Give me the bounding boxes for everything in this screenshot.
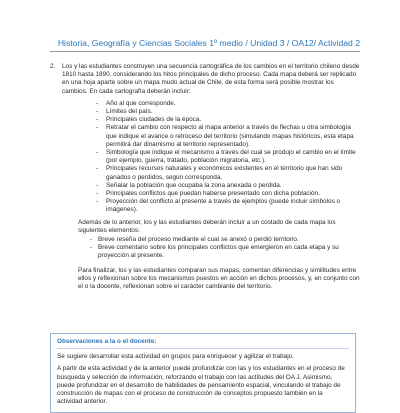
list-item: - Año al que corresponde. — [96, 100, 360, 108]
activity-item — [50, 63, 360, 291]
list-item: - Breve comentario sobre los principales conflictos que emergieron en cada etapa y su proyección al presente. — [90, 244, 360, 260]
list-item: - Breve reseña del proceso mediante el cual se anexó o perdió territorio. — [90, 236, 360, 244]
activity-body — [62, 63, 360, 291]
list-item: - Retratar el cambio con respecto al mapa anterior a través de flechas u otra simbología que indique el avance o retroceso del territorio (simulando mapas históricos, esta etapa permitirá dar dinamismo al territorio representado). — [96, 124, 360, 149]
list-item: - Proyección del conflicto al presente a través de ejemplos (puede incluir símbolos o imágenes). — [96, 198, 360, 214]
side-elements-list — [62, 236, 360, 261]
list-item: - Simbología que indique el mecanismo a través del cual se produjo el cambio en el límite (por ejemplo, guerra, tratado, población migratoria, etc.). — [96, 149, 360, 165]
activity-mid: Además de lo anterior, los y las estudiantes deberán incluir a un costado de cada mapa los siguientes elementos: — [78, 218, 336, 234]
list-item: - Principales ciudades de la época. — [96, 116, 360, 124]
observations-paragraph: A partir de esta actividad y de la anterior puede profundizar con las y los estudiantes en el proceso de búsqueda y selección de información, reforzando el trabajo con las actitudes del OA J. Asimismo, puede profundizar en el desarrollo de habilidades de pensamiento espacial, vinculando el trabajo de construcción de mapas con el proceso de construcción de conceptos propuesto también en la actividad anterior. — [57, 365, 345, 406]
list-item: - Principales recursos naturales y económicos existentes en el territorio que han sido ganados o perdidos, según corresponda. — [96, 165, 360, 181]
observations-paragraph: Se sugiere desarrollar esta actividad en grupos para enriquecer y agilizar el trabajo. — [57, 353, 294, 361]
observations-title: Observaciones a la o el docente: — [57, 338, 349, 349]
activity-content — [50, 63, 360, 291]
page-header — [50, 38, 360, 52]
activity-number: 2. — [50, 63, 56, 70]
activity-intro: Los y las estudiantes construyen una secuencia cartográfica de los cambios en el territorio chileno desde 1810 hasta 1890, considerando los hitos principales de dicho proceso. Cada mapa deberá ser replicado en una hoja aparte sobre un mapa mudo actual de Chile, de esta forma será posible mostrar los cambios. En cada cartografía deberán incluir: — [62, 63, 360, 95]
teacher-observations-box — [50, 333, 356, 413]
map-elements-list — [62, 100, 360, 215]
list-item: - Señalar la población que ocupaba la zona anexada o perdida. — [96, 182, 360, 190]
list-item: - Principales conflictos que puedan haberse presentado con dicha población. — [96, 190, 360, 198]
header-title: Historia, Geografía y Ciencias Sociales 1º medio / Unidad 3 / OA12/ Actividad 2 — [57, 38, 360, 48]
list-item: - Límites del país. — [96, 108, 360, 116]
activity-final: Para finalizar, los y las estudiantes comparan sus mapas, comentan diferencias y similitudes entre ellos y reflexionan sobre los mecanismos puestos en acción en dichos procesos, y, en conjunto con el o la docente, reflexionan sobre el carácter cambiante del territorio. — [78, 266, 360, 291]
